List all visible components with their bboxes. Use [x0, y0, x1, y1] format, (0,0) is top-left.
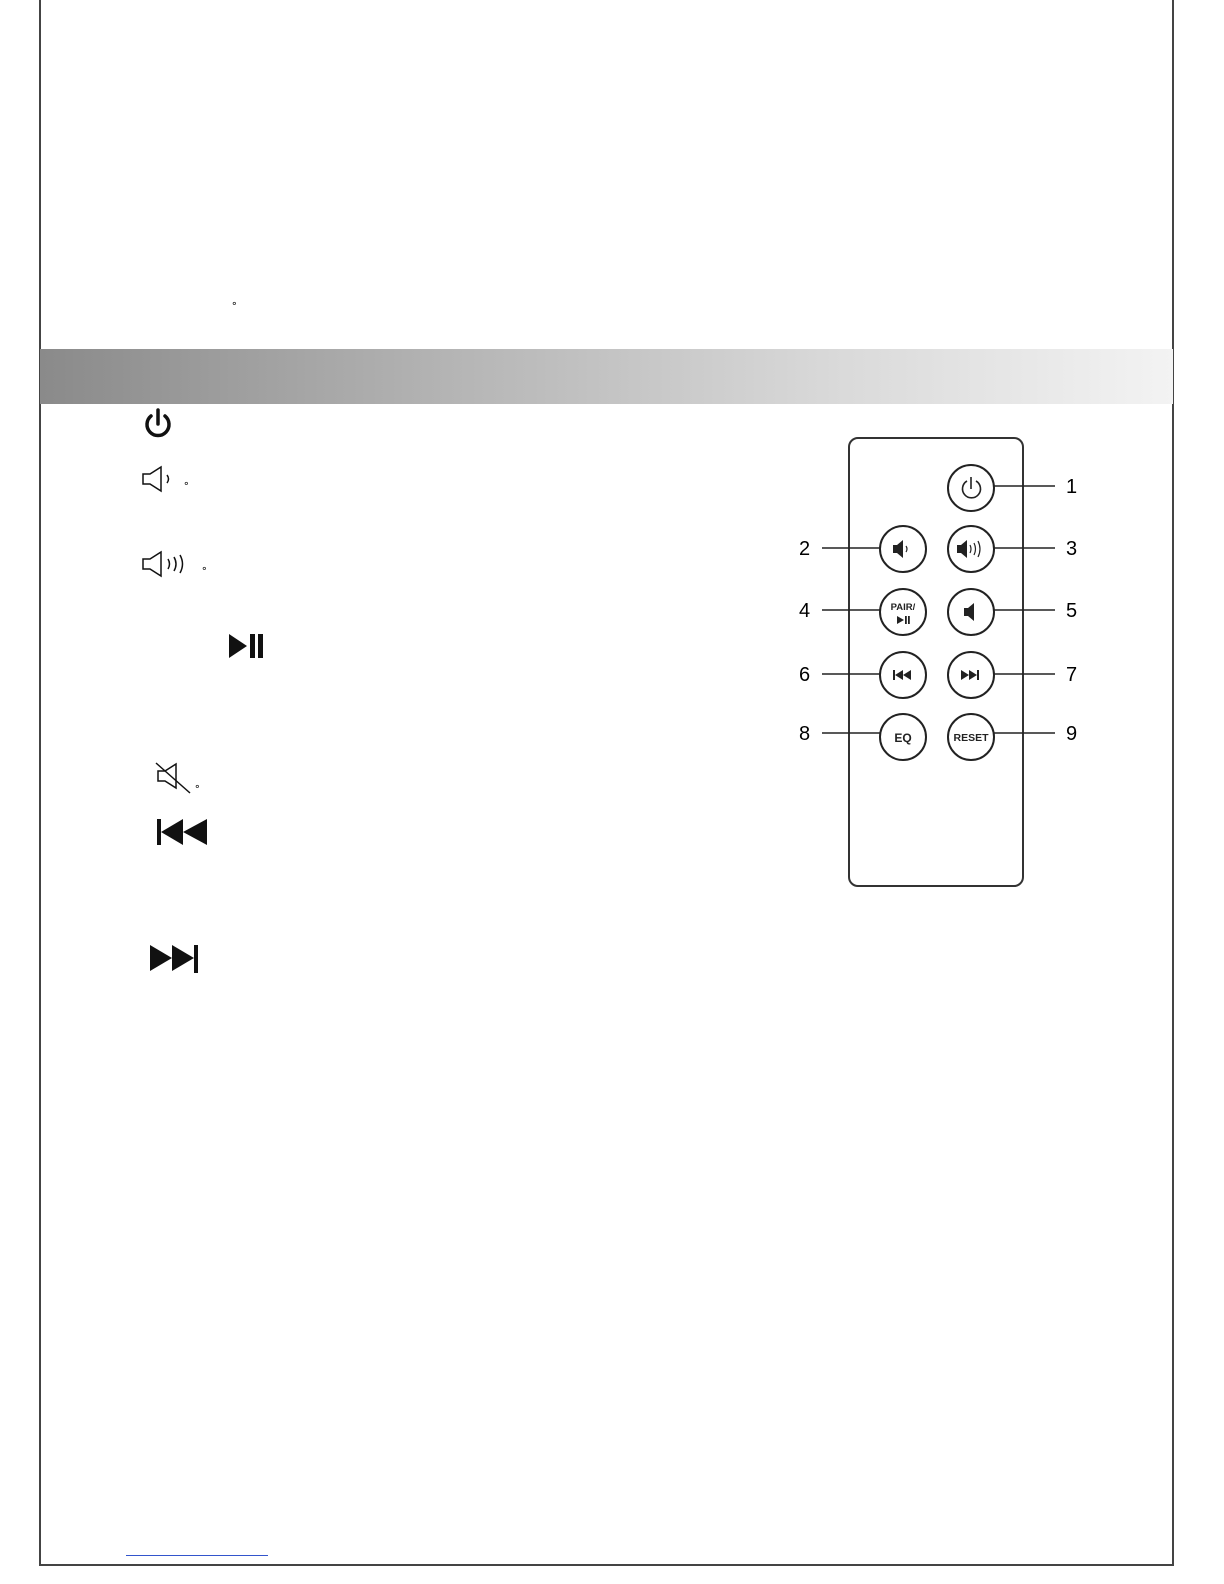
mute-suffix: ॰: [195, 782, 200, 794]
callout-number-6: 6: [799, 664, 811, 686]
volume-down-icon: [139, 464, 179, 494]
remote-button-4-label: PAIR/: [890, 602, 916, 613]
top-marker: ॰: [232, 299, 237, 311]
callout-number-3: 3: [1066, 538, 1078, 560]
remote-body: [849, 438, 1023, 886]
volume-up-icon: [139, 549, 195, 579]
callout-number-8: 8: [799, 723, 811, 745]
remote-button-9-label: RESET: [953, 732, 989, 744]
power-icon: [140, 406, 176, 442]
footer-link-underline[interactable]: [126, 1555, 268, 1556]
remote-button-8-label: EQ: [894, 731, 912, 745]
callout-number-1: 1: [1066, 476, 1078, 498]
mute-icon: [152, 759, 196, 795]
next-track-icon: [148, 941, 202, 975]
callout-number-5: 5: [1066, 600, 1078, 622]
volume-down-suffix: ॰: [184, 479, 189, 491]
previous-track-icon: [155, 816, 211, 848]
callout-number-9: 9: [1066, 723, 1078, 745]
play-pause-icon: [227, 631, 269, 661]
volume-up-suffix: ॰: [202, 564, 207, 576]
callout-number-2: 2: [799, 538, 811, 560]
section-header-bar: [40, 349, 1173, 404]
remote-control-diagram: [785, 430, 1115, 900]
callout-number-4: 4: [799, 600, 811, 622]
callout-number-7: 7: [1066, 664, 1078, 686]
